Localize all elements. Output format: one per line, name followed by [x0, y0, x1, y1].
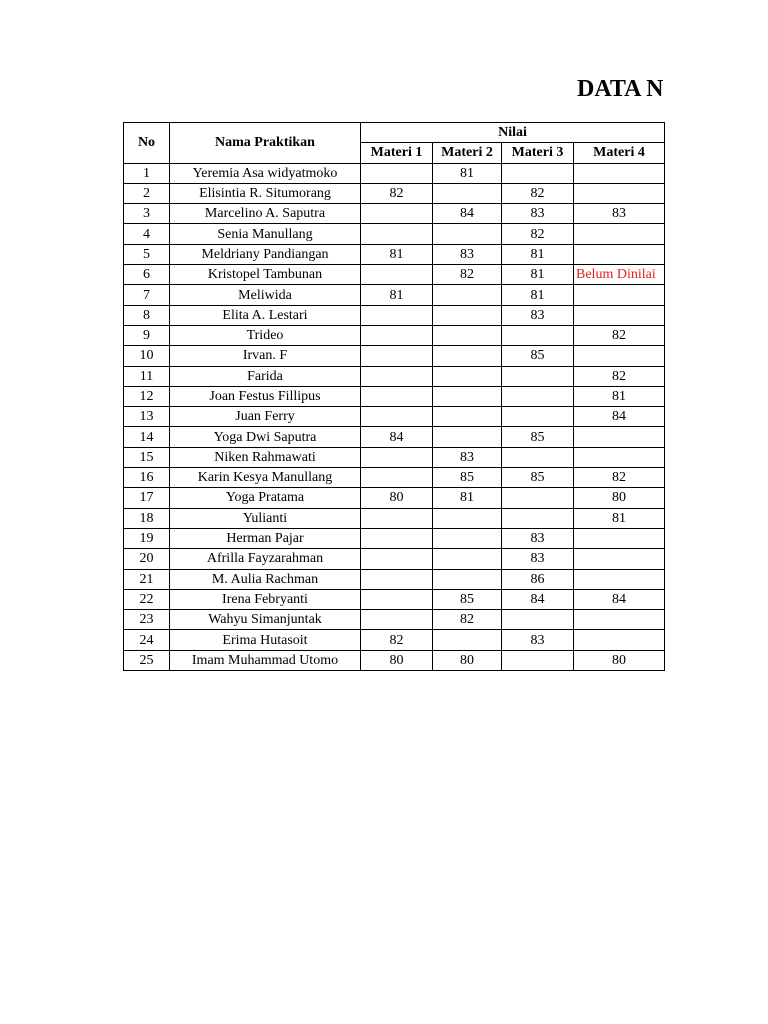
cell-materi-2: 81	[433, 488, 502, 508]
table-row	[124, 589, 665, 609]
header-materi-3: Materi 3	[502, 143, 574, 163]
cell-materi-4: 82	[574, 325, 665, 345]
cell-materi-4	[574, 549, 665, 569]
cell-name: Herman Pajar	[170, 528, 361, 548]
cell-name: Yulianti	[170, 508, 361, 528]
cell-no: 14	[124, 427, 170, 447]
cell-materi-3	[502, 610, 574, 630]
cell-materi-3: 81	[502, 244, 574, 264]
cell-materi-4: 80	[574, 488, 665, 508]
table-row	[124, 265, 665, 285]
cell-materi-1	[361, 549, 433, 569]
cell-materi-1	[361, 305, 433, 325]
table-row	[124, 224, 665, 244]
cell-materi-4	[574, 630, 665, 650]
cell-materi-2: 82	[433, 265, 502, 285]
cell-name: Kristopel Tambunan	[170, 265, 361, 285]
cell-materi-3	[502, 366, 574, 386]
cell-materi-1	[361, 346, 433, 366]
table-row	[124, 528, 665, 548]
header-name: Nama Praktikan	[170, 123, 361, 164]
header-row-top	[124, 123, 665, 143]
cell-materi-1	[361, 224, 433, 244]
cell-materi-3	[502, 488, 574, 508]
cell-materi-2	[433, 386, 502, 406]
table-row	[124, 285, 665, 305]
table-row	[124, 407, 665, 427]
cell-materi-3: 83	[502, 630, 574, 650]
cell-materi-4	[574, 244, 665, 264]
cell-materi-2	[433, 528, 502, 548]
cell-materi-1	[361, 528, 433, 548]
cell-materi-3	[502, 650, 574, 670]
cell-materi-3: 86	[502, 569, 574, 589]
cell-name: Imam Muhammad Utomo	[170, 650, 361, 670]
cell-materi-4: 82	[574, 468, 665, 488]
cell-materi-1: 81	[361, 285, 433, 305]
header-materi-2: Materi 2	[433, 143, 502, 163]
cell-materi-1	[361, 204, 433, 224]
cell-materi-2: 84	[433, 204, 502, 224]
cell-materi-2	[433, 305, 502, 325]
header-no: No	[124, 123, 170, 164]
cell-no: 2	[124, 183, 170, 203]
cell-materi-4	[574, 183, 665, 203]
cell-no: 21	[124, 569, 170, 589]
cell-materi-1: 84	[361, 427, 433, 447]
cell-no: 8	[124, 305, 170, 325]
cell-name: Meldriany Pandiangan	[170, 244, 361, 264]
cell-materi-1	[361, 468, 433, 488]
cell-no: 5	[124, 244, 170, 264]
table-row	[124, 325, 665, 345]
cell-materi-4	[574, 447, 665, 467]
cell-no: 7	[124, 285, 170, 305]
cell-materi-2: 80	[433, 650, 502, 670]
cell-materi-1	[361, 163, 433, 183]
cell-name: Trideo	[170, 325, 361, 345]
cell-no: 17	[124, 488, 170, 508]
table-row	[124, 549, 665, 569]
cell-no: 3	[124, 204, 170, 224]
cell-name: Senia Manullang	[170, 224, 361, 244]
cell-name: Yoga Dwi Saputra	[170, 427, 361, 447]
cell-materi-2: 85	[433, 589, 502, 609]
cell-materi-3	[502, 508, 574, 528]
cell-materi-4	[574, 528, 665, 548]
cell-materi-4	[574, 346, 665, 366]
table-row	[124, 488, 665, 508]
cell-name: Yoga Pratama	[170, 488, 361, 508]
cell-materi-1	[361, 569, 433, 589]
cell-no: 20	[124, 549, 170, 569]
cell-materi-4	[574, 610, 665, 630]
cell-materi-2: 83	[433, 447, 502, 467]
cell-name: Niken Rahmawati	[170, 447, 361, 467]
cell-no: 25	[124, 650, 170, 670]
cell-materi-3	[502, 163, 574, 183]
cell-materi-2	[433, 224, 502, 244]
cell-materi-3	[502, 447, 574, 467]
grades-table	[123, 122, 665, 671]
header-materi-4: Materi 4	[574, 143, 665, 163]
table-row	[124, 346, 665, 366]
cell-materi-4	[574, 427, 665, 447]
cell-materi-4: 82	[574, 366, 665, 386]
cell-materi-1: 80	[361, 650, 433, 670]
cell-materi-3: 81	[502, 285, 574, 305]
cell-materi-2	[433, 407, 502, 427]
cell-materi-3	[502, 325, 574, 345]
cell-materi-3: 84	[502, 589, 574, 609]
table-row	[124, 163, 665, 183]
table-row	[124, 630, 665, 650]
cell-materi-2	[433, 630, 502, 650]
cell-materi-2	[433, 569, 502, 589]
header-nilai: Nilai	[361, 123, 665, 143]
cell-no: 12	[124, 386, 170, 406]
cell-materi-1	[361, 589, 433, 609]
cell-name: Yeremia Asa widyatmoko	[170, 163, 361, 183]
cell-no: 9	[124, 325, 170, 345]
cell-materi-1	[361, 508, 433, 528]
cell-materi-1: 82	[361, 183, 433, 203]
cell-no: 4	[124, 224, 170, 244]
cell-materi-4: 84	[574, 589, 665, 609]
cell-name: Irena Febryanti	[170, 589, 361, 609]
cell-materi-3: 85	[502, 468, 574, 488]
cell-materi-1	[361, 366, 433, 386]
cell-materi-2	[433, 508, 502, 528]
cell-materi-2: 85	[433, 468, 502, 488]
cell-name: Wahyu Simanjuntak	[170, 610, 361, 630]
cell-no: 11	[124, 366, 170, 386]
cell-materi-1	[361, 325, 433, 345]
cell-name: Joan Festus Fillipus	[170, 386, 361, 406]
cell-no: 19	[124, 528, 170, 548]
table-row	[124, 366, 665, 386]
cell-name: M. Aulia Rachman	[170, 569, 361, 589]
cell-materi-3	[502, 386, 574, 406]
header-materi-1: Materi 1	[361, 143, 433, 163]
cell-materi-3: 85	[502, 346, 574, 366]
cell-materi-4	[574, 569, 665, 589]
cell-materi-4: 84	[574, 407, 665, 427]
page-title: DATA N	[577, 76, 663, 102]
cell-name: Marcelino A. Saputra	[170, 204, 361, 224]
cell-materi-4: 83	[574, 204, 665, 224]
cell-materi-4	[574, 285, 665, 305]
cell-materi-2	[433, 325, 502, 345]
cell-no: 22	[124, 589, 170, 609]
table-row	[124, 650, 665, 670]
cell-materi-3	[502, 407, 574, 427]
cell-materi-2: 83	[433, 244, 502, 264]
table-row	[124, 305, 665, 325]
cell-materi-2	[433, 183, 502, 203]
table-row	[124, 183, 665, 203]
cell-name: Juan Ferry	[170, 407, 361, 427]
cell-materi-4: Belum Dinilai	[574, 265, 665, 285]
table-row	[124, 569, 665, 589]
cell-no: 13	[124, 407, 170, 427]
cell-materi-4	[574, 224, 665, 244]
cell-materi-4	[574, 163, 665, 183]
cell-name: Irvan. F	[170, 346, 361, 366]
cell-materi-2: 81	[433, 163, 502, 183]
cell-materi-1: 80	[361, 488, 433, 508]
cell-materi-3: 82	[502, 183, 574, 203]
cell-name: Elisintia R. Situmorang	[170, 183, 361, 203]
table-row	[124, 427, 665, 447]
cell-no: 18	[124, 508, 170, 528]
cell-materi-1	[361, 447, 433, 467]
cell-no: 23	[124, 610, 170, 630]
cell-no: 10	[124, 346, 170, 366]
table-row	[124, 204, 665, 224]
table-row	[124, 610, 665, 630]
table-row	[124, 508, 665, 528]
table-row	[124, 447, 665, 467]
cell-no: 6	[124, 265, 170, 285]
cell-materi-1	[361, 386, 433, 406]
table-row	[124, 386, 665, 406]
cell-materi-4: 80	[574, 650, 665, 670]
cell-name: Meliwida	[170, 285, 361, 305]
cell-name: Elita A. Lestari	[170, 305, 361, 325]
table-row	[124, 468, 665, 488]
cell-materi-2	[433, 366, 502, 386]
cell-materi-1: 81	[361, 244, 433, 264]
cell-name: Afrilla Fayzarahman	[170, 549, 361, 569]
cell-no: 1	[124, 163, 170, 183]
cell-materi-2	[433, 346, 502, 366]
table-row	[124, 244, 665, 264]
cell-materi-3: 83	[502, 305, 574, 325]
cell-materi-3: 83	[502, 204, 574, 224]
cell-no: 24	[124, 630, 170, 650]
cell-no: 15	[124, 447, 170, 467]
cell-materi-2	[433, 549, 502, 569]
cell-materi-2	[433, 285, 502, 305]
cell-materi-3: 81	[502, 265, 574, 285]
cell-name: Erima Hutasoit	[170, 630, 361, 650]
cell-materi-1	[361, 407, 433, 427]
cell-name: Farida	[170, 366, 361, 386]
grades-body	[124, 163, 665, 670]
cell-no: 16	[124, 468, 170, 488]
cell-materi-4	[574, 305, 665, 325]
cell-materi-3: 82	[502, 224, 574, 244]
cell-materi-4: 81	[574, 508, 665, 528]
cell-materi-4: 81	[574, 386, 665, 406]
cell-materi-2: 82	[433, 610, 502, 630]
cell-materi-1	[361, 610, 433, 630]
cell-materi-3: 83	[502, 528, 574, 548]
cell-materi-2	[433, 427, 502, 447]
cell-materi-1	[361, 265, 433, 285]
cell-materi-1: 82	[361, 630, 433, 650]
cell-materi-3: 83	[502, 549, 574, 569]
cell-materi-3: 85	[502, 427, 574, 447]
cell-name: Karin Kesya Manullang	[170, 468, 361, 488]
